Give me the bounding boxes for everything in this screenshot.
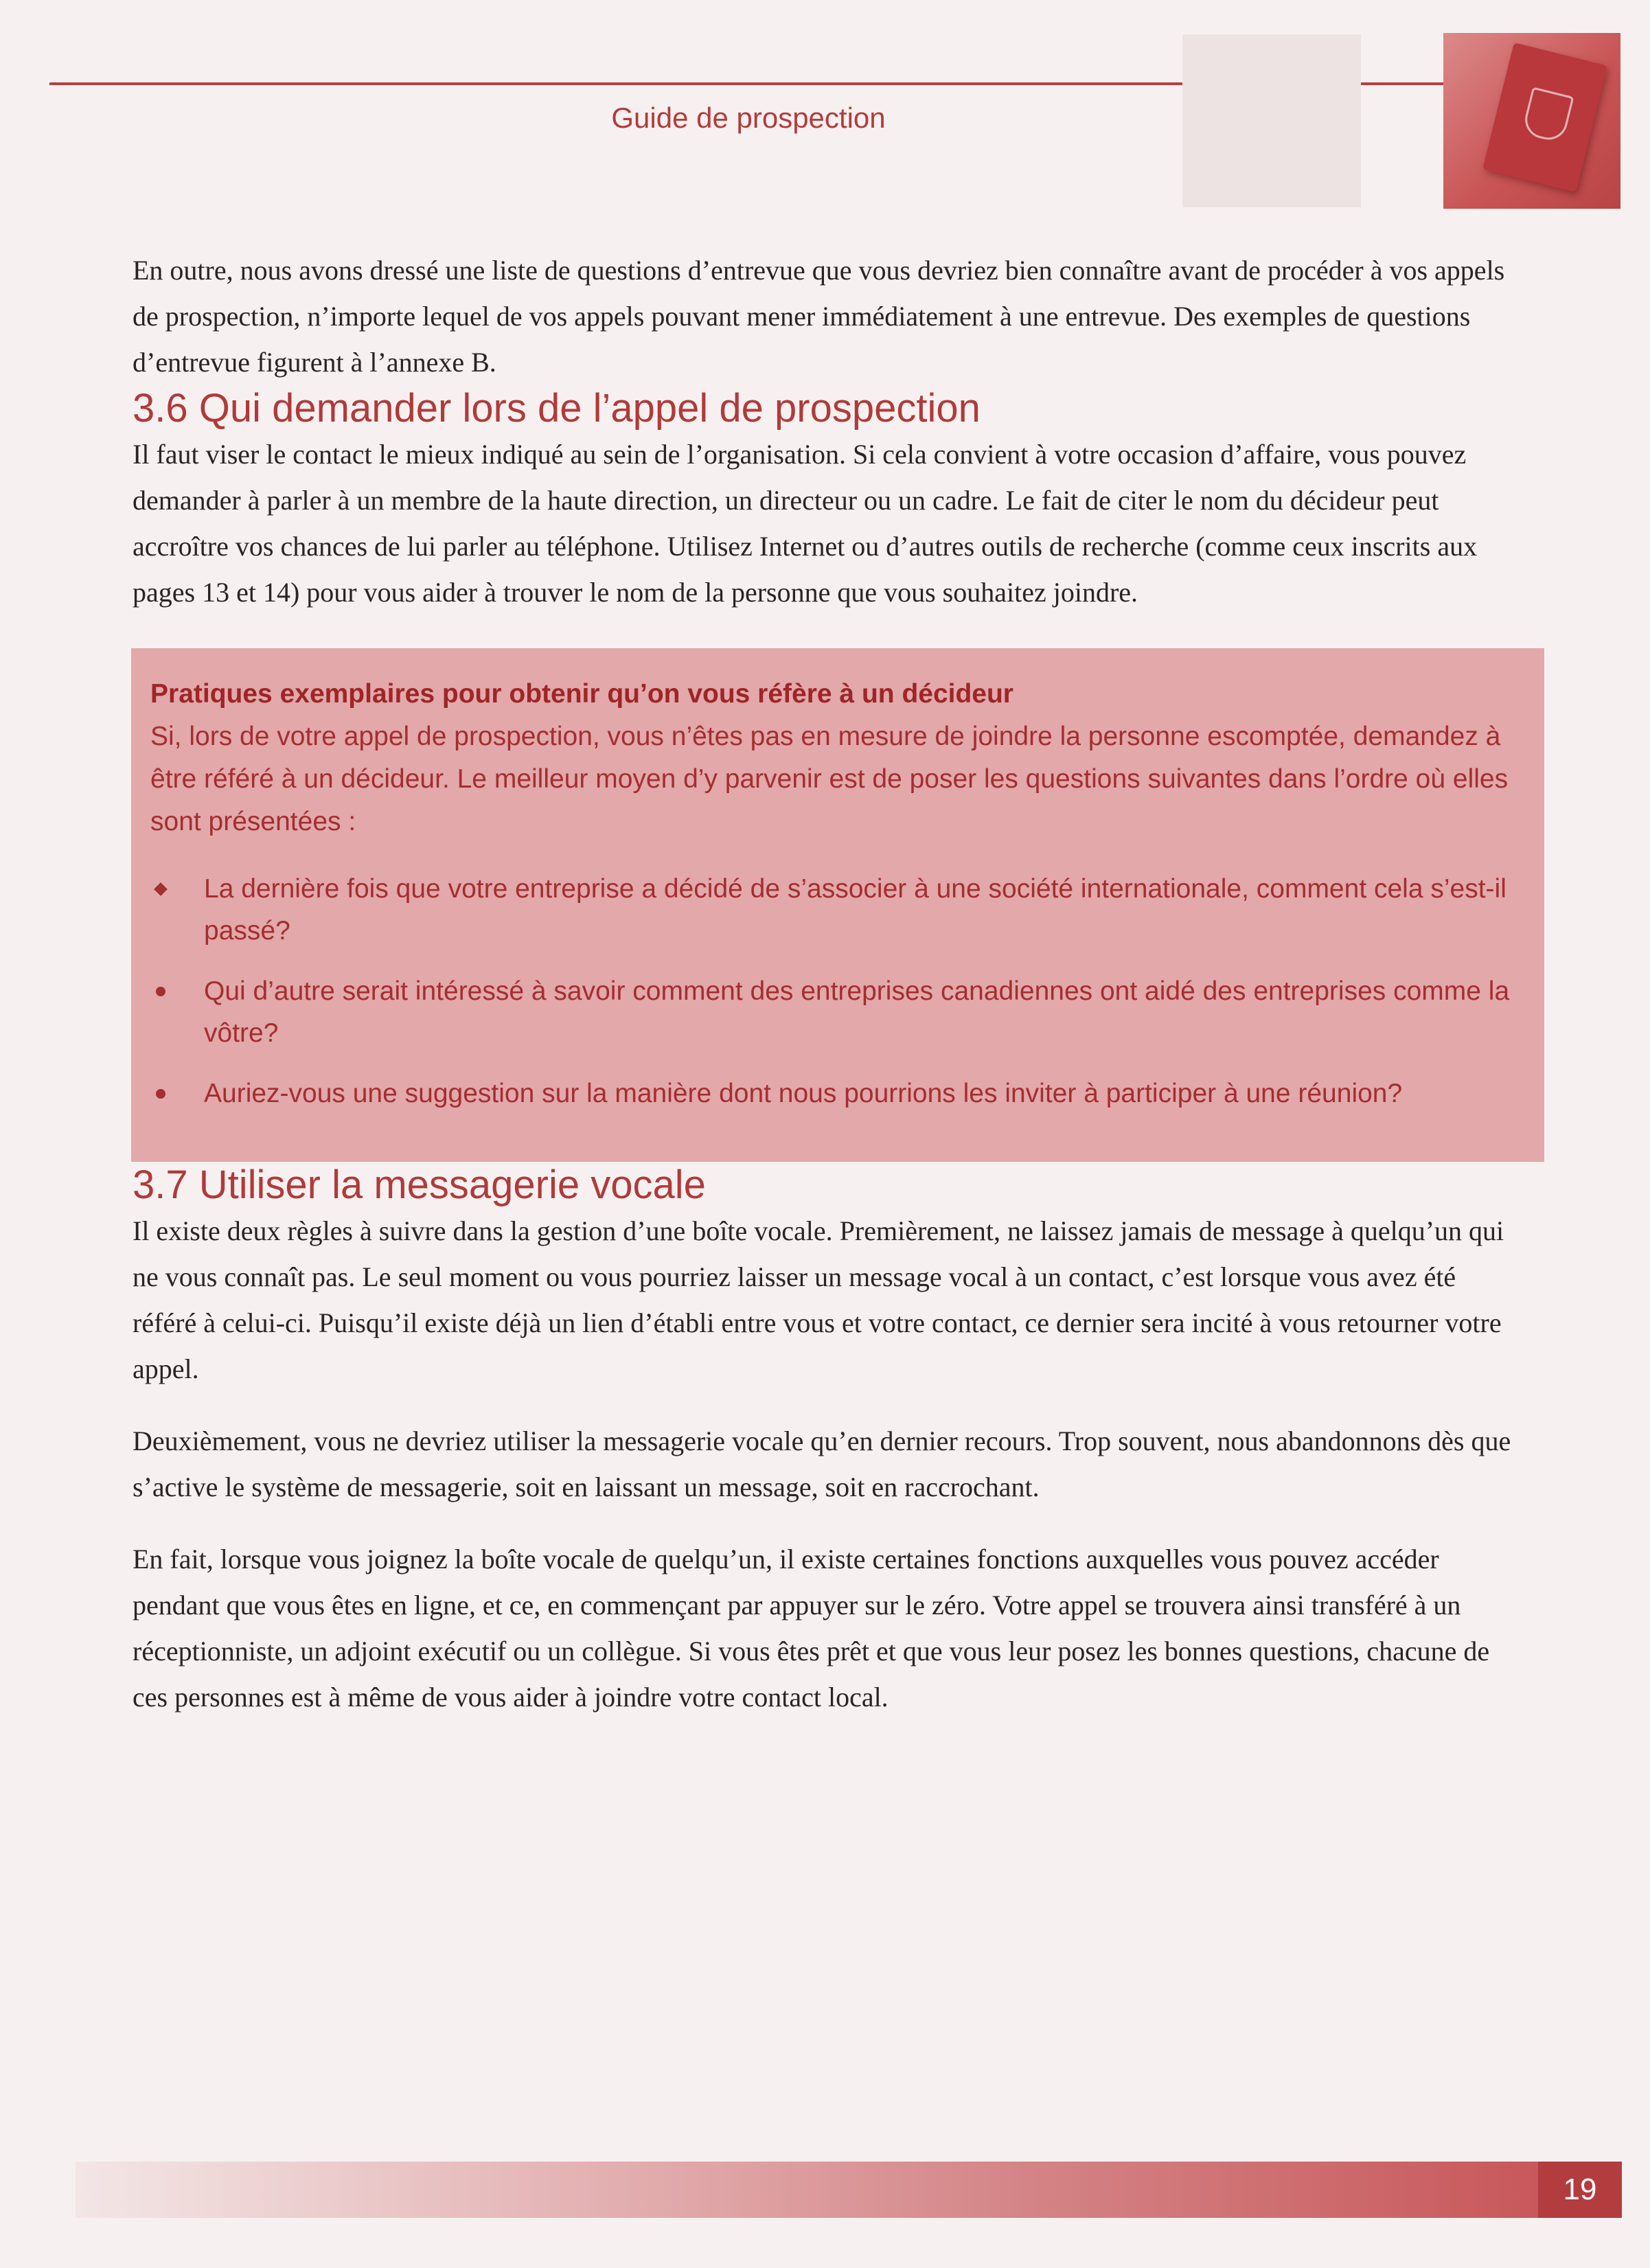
section-3-7-paragraph: Deuxièmement, vous ne devriez utiliser la messagerie vocale qu’en dernier recours. Trop souvent, nous abandonnons dès que s’active le système de messagerie, soit en laissant un message, soit en raccrochant. [133,1425,1511,1502]
section-3-6-paragraph: Il faut viser le contact le mieux indiqué au sein de l’organisation. Si cela convient à votre occasion d’affaire, vous pouvez demander à parler à un membre de la haute direction, un directeur ou un cadre. Le fait de citer le nom du décideur peut accroître vos chances de lui parler au téléphone. Utilisez Internet ou d’autres outils de recherche (comme ceux inscrits aux pages 13 et 14) pour vous aider à trouver le nom de la personne que vous souhaitez joindre. [133,439,1478,608]
list-item-text: La dernière fois que votre entreprise a décidé de s’associer à une société internationale, comment cela s’est-il passé? [204,874,1506,946]
crest-icon [1521,87,1574,144]
footer-band [76,2162,1538,2218]
corner-decoration-tile [1182,34,1361,207]
list-item [150,970,1526,1054]
list-item-text: Auriez-vous une suggestion sur la manière dont nous pourrions les inviter à participer à une réunion? [204,1079,1403,1108]
page-content [133,247,1520,1720]
callout-text: Si, lors de votre appel de prospection, vous n’êtes pas en mesure de joindre la personne escomptée, demandez à être référé à un décideur. Le meilleur moyen d’y parvenir est de poser les questions suivantes dans l’ordre où elles sont présentées : [150,722,1509,836]
list-item-text: Qui d’autre serait intéressé à savoir comment des entreprises canadiennes ont aidé des entreprises comme la vôtre? [204,976,1510,1048]
section-3-7-paragraph: Il existe deux règles à suivre dans la gestion d’une boîte vocale. Premièrement, ne laissez jamais de message à quelqu’un qui ne vous connaît pas. Le seul moment ou vous pourriez laisser un message vocal à un contact, c’est lorsque vous avez été référé à celui-ci. Puisqu’il existe déjà un lien d’établi entre vous et votre contact, ce dernier sera incité à vous retourner votre appel. [133,1215,1504,1384]
dot-bullet-icon [156,987,165,996]
list-item [150,1073,1526,1114]
section-3-6-heading: 3.6 Qui demander lors de l’appel de prospection [133,386,981,431]
section-3-7-paragraph: En fait, lorsque vous joignez la boîte vocale de quelqu’un, il existe certaines fonctions auxquelles vous pouvez accéder pendant que vous êtes en ligne, et ce, en commençant par appuyer sur le zéro. Votre appel se trouvera ainsi transféré à un réceptionniste, un adjoint exécutif ou un collègue. Si vous êtes prêt et que vous leur posez les bonnes questions, chacune de ces personnes est à même de vous aider à joindre votre contact local. [133,1544,1490,1713]
section-3-7-heading: 3.7 Utiliser la messagerie vocale [133,1162,706,1207]
callout-question-list [150,868,1526,1114]
page-number: 19 [1538,2162,1622,2218]
best-practices-callout [131,648,1544,1162]
diamond-bullet-icon [154,882,168,896]
callout-title: Pratiques exemplaires pour obtenir qu’on vous réfère à un décideur [150,679,1013,709]
intro-paragraph: En outre, nous avons dressé une liste de questions d’entrevue que vous devriez bien connaître avant de procéder à vos appels de prospection, n’importe lequel de vos appels pouvant mener immédiatement à une entrevue. Des exemples de questions d’entrevue figurent à l’annexe B. [133,255,1505,378]
dot-bullet-icon [156,1089,165,1099]
passport-icon [1482,43,1607,192]
passport-image [1443,33,1620,209]
running-header: Guide de prospection [611,102,886,134]
list-item [150,868,1526,952]
